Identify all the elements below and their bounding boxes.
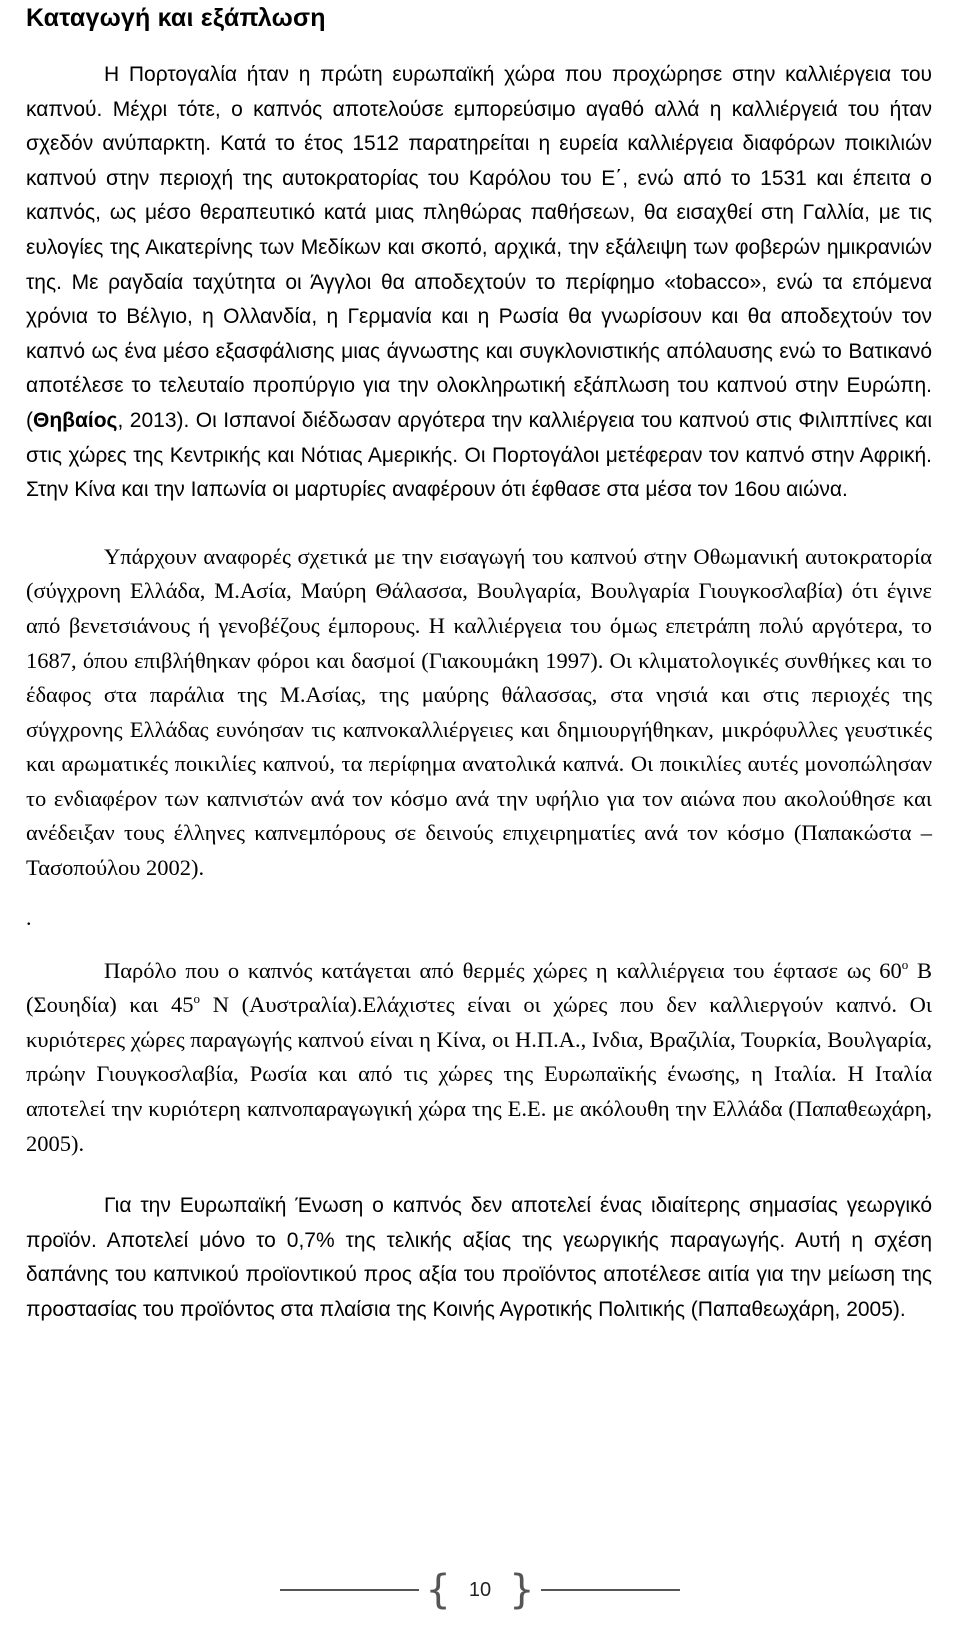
paragraph-origin (26, 58, 932, 508)
page-number: 10 (468, 1578, 492, 1601)
cultivation-part1: Παρόλο που ο καπνός κατάγεται από θερμές χώρες η καλλιέργεια του έφτασε ως 60 (104, 957, 902, 983)
paragraph-origin-spread: Κατά το έτος 1512 παρατηρείται η ευρεία καλλιέργεια διαφόρων ποικιλιών καπνού στην περιοχή της αυτοκρατορίας του Καρόλου του Ε΄, ενώ από το 1531 και έπειτα ο καπνός, ως μέσο θεραπευτικό κατά μιας πληθώρας παθήσεων, θα εισαχθεί στη Γαλλία, με τις ευλογίες της Αικατερίνης των Μεδίκων και σκοπό, αρχικά, την εξάλειψη των φοβερών ημικρανιών της. Με ραγδαία ταχύτητα οι Άγγλοι θα αποδεχτούν το περίφημο «tobacco», ενώ τα επόμενα χρόνια το Βέλγιο, η Ολλανδία, η Γερμανία και η Ρωσία θα γνωρίσουν και θα αποδεχτούν τον καπνό ως ένα μέσο εξασφάλισης μιας άγνωστης και συγκλονιστικής απόλαυσης ενώ το Βατικανό αποτέλεσε το τελευταίο προπύργιο για την ολοκληρωτική εξάπλωση του καπνού στην Ευρώπη. ( (26, 132, 932, 432)
degree-superscript-2: ο (193, 991, 201, 1007)
left-brace-icon: { (425, 1567, 451, 1613)
paragraph-eu: Για την Ευρωπαϊκή Ένωση ο καπνός δεν αποτελεί ένας ιδιαίτερης σημασίας γεωργικό προϊόν. Αποτελεί μόνο το 0,7% της τελικής αξίας της γεωργικής παραγωγής. Αυτή η σχέση δαπάνης του καπνικού προϊοντικού προς αξία του προϊόντος αποτέλεσε αιτία για την μείωση της προστασίας του προϊόντος στα πλαίσια της Κοινής Αγροτικής Πολιτικής (Παπαθεωχάρη, 2005). (26, 1194, 932, 1321)
cultivation-part3: Ν (Αυστραλία).Ελάχιστες είναι οι χώρες που δεν καλλιεργούν καπνό. Οι κυριότερες χώρες παραγωγής καπνού είναι η Κίνα, οι Η.Π.Α., Ινδια, Βραζιλία, Τουρκία, Βουλγαρία, πρώην Γιουγκοσλαβία, Ρωσία και από τις χώρες της Ευρωπαϊκής ένωσης, η Ιταλία. Η Ιταλία αποτελεί την κυριότερη καπνοπαραγωγική χώρα της Ε.Ε. με ακόλουθη την Ελλάδα (Παπαθεωχάρη, 2005). (26, 992, 932, 1156)
degree-superscript-1: ο (901, 956, 909, 972)
separator-dot: . (26, 904, 32, 930)
citation-year: , 2013). (117, 408, 196, 432)
paragraph-origin-spanish: Οι Ισπανοί διέδωσαν αργότερα την καλλιέργεια του καπνού στις Φιλιππίνες και στις χώρες της Κεντρικής και Νότιας Αμερικής. Οι Πορτογάλοι μετέφεραν τον καπνό στην Αφρική. Στην Κίνα και την Ιαπωνία οι μαρτυρίες αναφέρουν ότι έφθασε στα μέσα τον 16ου αιώνα. (26, 408, 932, 502)
cultivation-part2: Β (Σουηδία) και 45 (26, 957, 932, 1018)
right-brace-icon: } (509, 1567, 535, 1613)
citation-author: Θηβαίος (33, 408, 118, 432)
page-number-box (419, 1567, 540, 1613)
paragraph-ottoman: Υπάρχουν αναφορές σχετικά με την εισαγωγή του καπνού στην Οθωμανική αυτοκρατορία (σύγχρονη Ελλάδα, Μ.Ασία, Μαύρη Θάλασσα, Βουλγαρία, Βουλγαρία Γιουγκοσλαβία) ότι έγινε από βενετσιάνους ή γενοβέζους έμπορους. Η καλλιέργεια του όμως επετράπη πολύ αργότερα, το 1687, όπου επιβλήθηκαν φόροι και δασμοί (Γιακουμάκη 1997). Οι κλιματολογικές συνθήκες και το έδαφος στα παράλια της Μ.Ασίας, της μαύρης θάλασσας, στα νησιά και στις περιοχές της σύγχρονης Ελλάδας ευνόησαν τις καπνοκαλλιέργειες και δημιουργήθηκαν, μικρόφυλλες γευστικές και αρωματικές ποικιλίες καπνού, τα περίφημα ανατολικά καπνά. Οι ποικιλίες αυτές μονοπώλησαν το ενδιαφέρον των καπνιστών ανά τον κόσμο ανά την υφήλιο για τον αιώνα που ακολούθησε και ανέδειξαν τους έλληνες καπνεμπόρους σε δεινούς επιχειρηματίες ανά τον κόσμο (Παπακώστα – Τασοπούλου 2002). (26, 543, 932, 881)
paragraph-cultivation (26, 954, 932, 1162)
page-footer (0, 1565, 960, 1615)
section-heading: Καταγωγή και εξάπλωση (26, 4, 326, 32)
paragraph-origin-intro: Η Πορτογαλία ήταν η πρώτη ευρωπαϊκή χώρα που προχώρησε στην καλλιέργεια του καπνού. Μέχρι τότε, ο καπνός αποτελούσε εμπορεύσιμο αγαθό αλλά η καλλιέργειά του ήταν σχεδόν ανύπαρκτη. (26, 63, 932, 156)
